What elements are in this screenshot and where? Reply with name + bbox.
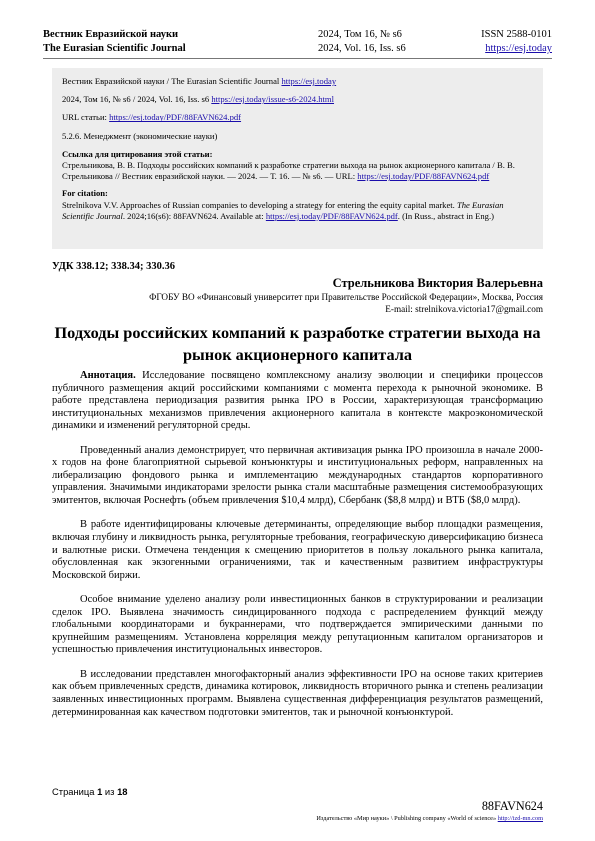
author-affiliation — [149, 291, 543, 315]
cite-article-link[interactable]: https://esj.today/PDF/88FAVN624.pdf — [109, 112, 242, 123]
cite-specialty-line: 5.2.6. Менеджмент (экономические науки) — [62, 130, 218, 141]
journal-name-ru: Вестник Евразийской науки — [43, 29, 179, 40]
cite-issue-line: 2024, Том 16, № s6 / 2024, Vol. 16, Iss. s6 https://esj.today/issue-s6-2024.html — [62, 94, 335, 105]
abstract-paragraph-2: Проведенный анализ демонстрирует, что первичная активизация рынка IPO произошла в начале 2000-х годов на фоне благоприятной сырьевой конъюнктуры и институциональных реформ, направленных на либерализацию фондового рынка и имплементацию международных стандартов корпоративного управления. Значимыми индикаторами зрелости рынка стали масштабные размещения системообразующих эмитентов, включая Роснефть (объем привлечения $10,4 млрд), Сбербанк ($8,8 млрд) и ВТБ ($8,0 млрд). — [52, 444, 543, 506]
cite-en-link[interactable]: https://esj.today/PDF/88FAVN624.pdf — [265, 210, 398, 221]
page-current: 1 — [97, 786, 103, 797]
header-divider — [43, 58, 552, 59]
abstract-paragraph-5: В исследовании представлен многофакторный анализ эффективности IPO на основе таких критериев как объем привлеченных средств, динамика котировок, ликвидность вторичного рынка и степень реализации заявленных инвестиционных программ. Выявлена существенная дифференциация результатов размещений, детерминированная как качеством подготовки эмитентов, так и рыночной конъюнктурой. — [52, 668, 543, 718]
cite-en-text: Strelnikova V.V. Approaches of Russian companies to developing a strategy for entering the equity capital market. The Eurasian Scientific Journal. 2024;16(s6): 88FAVN624. Available at: https://esj.today/PDF/88FAVN624.pdf. (In Russ., abstract in Eng.) — [62, 199, 504, 221]
journal-name-en: The Eurasian Scientific Journal — [43, 43, 186, 54]
page-number: Страница 1 из 18 — [52, 786, 128, 797]
cite-ru-link[interactable]: https://esj.today/PDF/88FAVN624.pdf — [357, 171, 490, 182]
abstract-paragraph-4: Особое внимание уделено анализу роли инвестиционных банков в структурировании и реализации сделок IPO. Выявлена значимость синдицированного подхода с распределением функций между глобальными координаторами и букраннерами, что подтверждается эмпирическими данными по крупнейшим размещениям. Установлена корреляция между репутационным капиталом организаторов и успешностью привлечения институциональных инвесторов. — [52, 594, 543, 656]
cite-en-block — [62, 188, 533, 222]
cite-ru-block — [62, 149, 533, 183]
abstract-label: Аннотация. — [80, 370, 136, 381]
abstract-paragraph-3: В работе идентифицированы ключевые детерминанты, определяющие выбор площадки размещения, включая глубину и ликвидность рынка, регуляторные требования, географическую диверсификацию бизнеса и валютные риски. Отмечена тенденция к смещению приоритетов в пользу локального рынка капитала, обусловленная как экзогенными ограничениями, так и качественным развитием инфраструктуры Московской биржи. — [52, 519, 543, 581]
issue-en: 2024, Vol. 16, Iss. s6 — [318, 43, 406, 54]
cite-en-journal: The Eurasian Scientific Journal — [62, 199, 504, 221]
cite-ru-heading: Ссылка для цитирования этой статьи: — [62, 148, 213, 159]
issn: ISSN 2588-0101 — [481, 29, 552, 40]
article-code: 88FAVN624 — [481, 799, 543, 813]
cite-journal-line: Вестник Евразийской науки / The Eurasian Scientific Journal https://esj.today — [62, 76, 337, 86]
issue-info — [318, 28, 406, 56]
journal-site-link[interactable]: https://esj.today — [485, 43, 552, 54]
udk-code: УДК 338.12; 338.34; 330.36 — [52, 261, 175, 272]
article-title: Подходы российских компаний к разработке стратегии выхода на рынок акционерного капитала — [54, 323, 541, 364]
citation-box — [52, 68, 543, 249]
journal-name — [43, 28, 186, 56]
issn-block — [481, 28, 552, 56]
issue-ru: 2024, Том 16, № s6 — [318, 29, 402, 40]
cite-journal-link[interactable]: https://esj.today — [281, 76, 337, 86]
abstract — [52, 370, 543, 731]
author-name: Стрельникова Виктория Валерьевна — [332, 276, 543, 290]
affiliation-org: ФГОБУ ВО «Финансовый университет при Правительстве Российской Федерации», Москва, Россия — [149, 292, 543, 302]
cite-en-heading: For citation: — [62, 188, 108, 199]
cite-issue-link[interactable]: https://esj.today/issue-s6-2024.html — [211, 94, 335, 105]
page-total: 18 — [117, 786, 128, 797]
publisher-link[interactable]: http://izd-mn.com — [497, 815, 543, 822]
abstract-paragraph-1: Аннотация. Исследование посвящено комплексному анализу эволюции и специфики процессов публичного размещения акций российскими компаниями с момента перехода к рыночной экономике. В работе представлена периодизация развития рынка IPO в России, характеризующая трансформацию институциональных механизмов привлечения акционерного капитала в контексте макроэкономической динамики и изменений регуляторной среды. — [52, 370, 543, 432]
publisher-line: Издательство «Мир науки» \ Publishing company «World of science» http://izd-mn.com — [316, 815, 543, 822]
cite-url-line: URL статьи: https://esj.today/PDF/88FAVN624.pdf — [62, 112, 242, 123]
author-email: E-mail: strelnikova.victoria17@gmail.com — [385, 304, 543, 314]
cite-ru-text: Стрельникова, В. В. Подходы российских компаний к разработке стратегии выхода на рынок акционерного капитала / В. В. Стрельникова // Вестник евразийской науки. — 2024. — Т. 16. — № s6. — URL: https://esj.today/PDF/88FAVN624.pdf — [62, 160, 515, 182]
